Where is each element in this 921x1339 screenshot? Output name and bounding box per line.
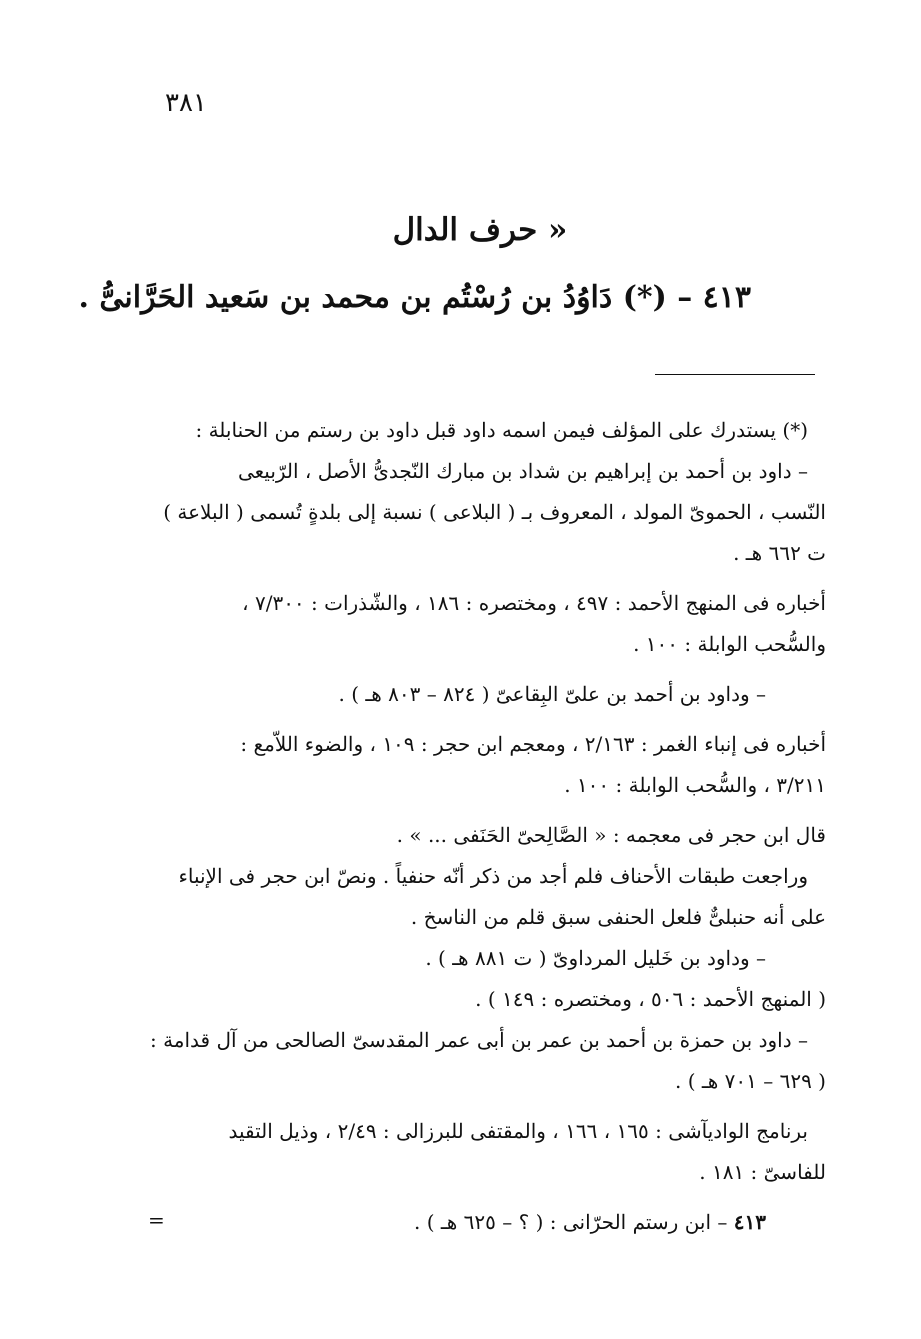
footnote-line: وراجعت طبقات الأحناف فلم أجد من ذكر أنّه حنفياً . ونصّ ابن حجر فى الإنباء — [178, 864, 808, 888]
continuation-mark: = — [148, 1208, 165, 1232]
entry-heading — [78, 280, 751, 315]
footnote-line: ت ٦٦٢ هـ . — [733, 541, 826, 565]
next-entry-line — [126, 1210, 766, 1234]
footnote-line: والسُّحب الوابلة : ١٠٠ . — [633, 632, 826, 656]
next-entry-number: ٤١٣ — [733, 1210, 766, 1234]
footnote-line: برنامج الواديآشى : ١٦٥ ، ١٦٦ ، والمقتفى للبرزالى : ٢/٤٩ ، وذيل التقيد — [228, 1119, 808, 1143]
footnote-line: (*) يستدرك على المؤلف فيمن اسمه داود قبل داود بن رستم من الحنابلة : — [195, 418, 808, 442]
entry-title: – (*) دَاوُدُ بن رُسْتُم بن محمد بن سَعيد الحَرَّانىُّ . — [78, 280, 703, 315]
entry-number: ٤١٣ — [702, 280, 751, 315]
footnote-line: على أنه حنبلىٌّ فلعل الحنفى سبق قلم من الناسخ . — [410, 905, 826, 929]
footnote-line: – داود بن حمزة بن أحمد بن عمر بن أبى عمر المقدسىّ الصالحى من آل قدامة : — [149, 1028, 808, 1052]
footnote-line: – وداود بن أحمد بن علىّ البِقاعىّ ( ٨٢٤ – ٨٠٣ هـ ) . — [338, 682, 766, 706]
footnote-line: للفاسىّ : ١٨١ . — [699, 1160, 826, 1184]
footnote-line: – وداود بن خَليل المرداوىّ ( ت ٨٨١ هـ ) . — [425, 946, 766, 970]
footnote-rule — [655, 374, 815, 375]
footnote-line: ( ٦٢٩ – ٧٠١ هـ ) . — [675, 1069, 826, 1093]
footnote-line: أخباره فى إنباء الغمر : ٢/١٦٣ ، ومعجم ابن حجر : ١٠٩ ، والضوء اللاّمع : — [240, 732, 826, 756]
next-entry-text: – ابن رستم الحرّانى : ( ؟ – ٦٢٥ هـ ) . — [414, 1210, 734, 1234]
footnote-line: النّسب ، الحموىّ المولد ، المعروف بـ ( البلاعى ) نسبة إلى بلدةٍ تُسمى ( البلاعة ) — [163, 500, 826, 524]
footnote-line: قال ابن حجر فى معجمه : « الصَّالِحىّ الحَنَفى ... » . — [396, 823, 826, 847]
section-heading: « حرف الدال — [392, 212, 568, 248]
footnote-line: – داود بن أحمد بن إبراهيم بن شداد بن مبارك النّجدىُّ الأصل ، الرّبيعى — [237, 459, 808, 483]
footnote-line: أخباره فى المنهج الأحمد : ٤٩٧ ، ومختصره : ١٨٦ ، والشّذرات : ٧/٣٠٠ ، — [242, 591, 826, 615]
footnote-line: ٣/٢١١ ، والسُّحب الوابلة : ١٠٠ . — [564, 773, 826, 797]
footnote-line: ( المنهج الأحمد : ٥٠٦ ، ومختصره : ١٤٩ ) . — [475, 987, 826, 1011]
footnotes — [136, 410, 826, 1193]
page-number: ٣٨١ — [165, 88, 207, 118]
